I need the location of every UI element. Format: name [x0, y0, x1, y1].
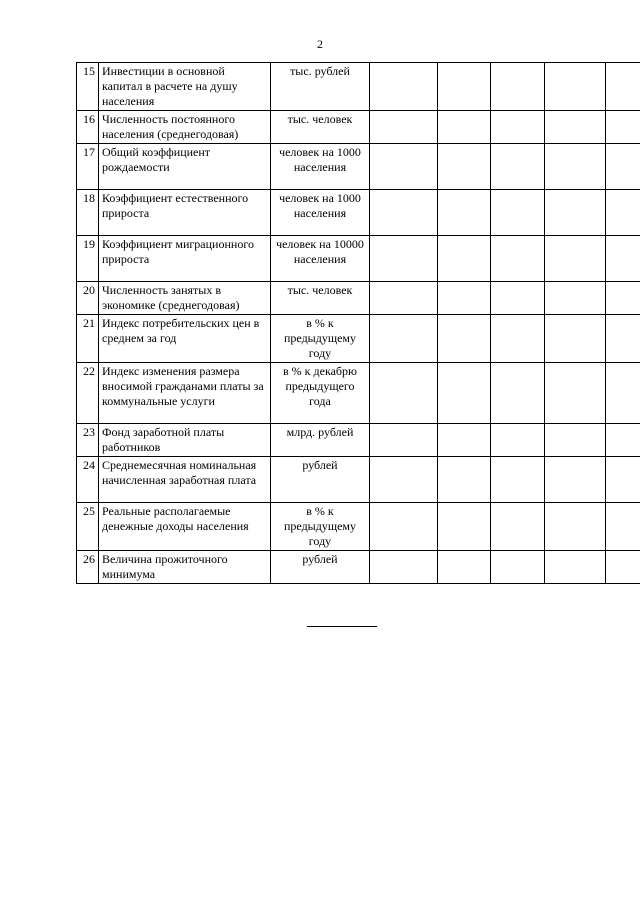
table-row — [77, 457, 640, 503]
row-number: 26 — [77, 551, 99, 584]
table-row — [77, 503, 640, 551]
value-cell — [491, 282, 545, 315]
value-cell — [438, 424, 491, 457]
value-cell — [545, 144, 606, 190]
value-cell — [545, 282, 606, 315]
value-cell — [606, 315, 640, 363]
value-cell — [545, 551, 606, 584]
unit-of-measure: рублей — [271, 457, 370, 503]
value-cell — [438, 503, 491, 551]
value-cell — [606, 424, 640, 457]
value-cell — [370, 551, 438, 584]
row-number: 24 — [77, 457, 99, 503]
value-cell — [370, 144, 438, 190]
unit-of-measure: в % к предыдущему году — [271, 315, 370, 363]
value-cell — [491, 551, 545, 584]
value-cell — [606, 63, 640, 111]
value-cell — [606, 457, 640, 503]
end-divider — [307, 626, 377, 627]
unit-of-measure: в % к декабрю предыдущего года — [271, 363, 370, 424]
row-number: 25 — [77, 503, 99, 551]
value-cell — [545, 236, 606, 282]
value-cell — [491, 236, 545, 282]
value-cell — [370, 503, 438, 551]
value-cell — [545, 363, 606, 424]
value-cell — [491, 315, 545, 363]
value-cell — [606, 363, 640, 424]
value-cell — [606, 190, 640, 236]
value-cell — [370, 236, 438, 282]
unit-of-measure: человек на 1000 населения — [271, 190, 370, 236]
value-cell — [438, 282, 491, 315]
table-row — [77, 190, 640, 236]
value-cell — [545, 111, 606, 144]
value-cell — [438, 457, 491, 503]
unit-of-measure: человек на 1000 населения — [271, 144, 370, 190]
value-cell — [370, 315, 438, 363]
indicator-name: Реальные располагаемые денежные доходы населения — [99, 503, 271, 551]
value-cell — [370, 63, 438, 111]
value-cell — [545, 315, 606, 363]
value-cell — [438, 236, 491, 282]
value-cell — [370, 457, 438, 503]
indicator-name: Численность занятых в экономике (среднегодовая) — [99, 282, 271, 315]
value-cell — [438, 190, 491, 236]
value-cell — [491, 424, 545, 457]
unit-of-measure: тыс. рублей — [271, 63, 370, 111]
indicator-name: Коэффициент миграционного прироста — [99, 236, 271, 282]
indicator-name: Индекс потребительских цен в среднем за год — [99, 315, 271, 363]
row-number: 23 — [77, 424, 99, 457]
indicator-name: Индекс изменения размера вносимой гражданами платы за коммунальные услуги — [99, 363, 271, 424]
table-row — [77, 282, 640, 315]
table-row — [77, 111, 640, 144]
value-cell — [606, 144, 640, 190]
table-row — [77, 424, 640, 457]
value-cell — [370, 111, 438, 144]
value-cell — [438, 144, 491, 190]
row-number: 20 — [77, 282, 99, 315]
row-number: 16 — [77, 111, 99, 144]
value-cell — [545, 63, 606, 111]
row-number: 15 — [77, 63, 99, 111]
indicator-name: Численность постоянного населения (среднегодовая) — [99, 111, 271, 144]
value-cell — [545, 190, 606, 236]
table-row — [77, 551, 640, 584]
value-cell — [606, 236, 640, 282]
unit-of-measure: тыс. человек — [271, 111, 370, 144]
unit-of-measure: рублей — [271, 551, 370, 584]
value-cell — [491, 190, 545, 236]
value-cell — [491, 144, 545, 190]
indicator-name: Коэффициент естественного прироста — [99, 190, 271, 236]
row-number: 19 — [77, 236, 99, 282]
unit-of-measure: в % к предыдущему году — [271, 503, 370, 551]
value-cell — [370, 282, 438, 315]
unit-of-measure: человек на 10000 населения — [271, 236, 370, 282]
value-cell — [438, 111, 491, 144]
value-cell — [545, 503, 606, 551]
indicator-name: Инвестиции в основной капитал в расчете на душу населения — [99, 63, 271, 111]
value-cell — [606, 551, 640, 584]
value-cell — [438, 63, 491, 111]
table-row — [77, 315, 640, 363]
value-cell — [491, 63, 545, 111]
value-cell — [370, 424, 438, 457]
value-cell — [545, 457, 606, 503]
value-cell — [606, 111, 640, 144]
table-row — [77, 363, 640, 424]
table-row — [77, 144, 640, 190]
indicators-table — [76, 62, 640, 584]
table-row — [77, 236, 640, 282]
indicator-name: Фонд заработной платы работников — [99, 424, 271, 457]
value-cell — [370, 190, 438, 236]
unit-of-measure: млрд. рублей — [271, 424, 370, 457]
indicator-name: Общий коэффициент рождаемости — [99, 144, 271, 190]
value-cell — [438, 315, 491, 363]
value-cell — [370, 363, 438, 424]
row-number: 18 — [77, 190, 99, 236]
value-cell — [438, 551, 491, 584]
value-cell — [491, 363, 545, 424]
page-number: 2 — [317, 37, 323, 51]
row-number: 22 — [77, 363, 99, 424]
indicator-name: Величина прожиточного минимума — [99, 551, 271, 584]
row-number: 21 — [77, 315, 99, 363]
value-cell — [606, 503, 640, 551]
row-number: 17 — [77, 144, 99, 190]
value-cell — [491, 111, 545, 144]
indicator-name: Среднемесячная номинальная начисленная заработная плата — [99, 457, 271, 503]
value-cell — [545, 424, 606, 457]
value-cell — [438, 363, 491, 424]
value-cell — [606, 282, 640, 315]
table-row — [77, 63, 640, 111]
value-cell — [491, 457, 545, 503]
unit-of-measure: тыс. человек — [271, 282, 370, 315]
value-cell — [491, 503, 545, 551]
